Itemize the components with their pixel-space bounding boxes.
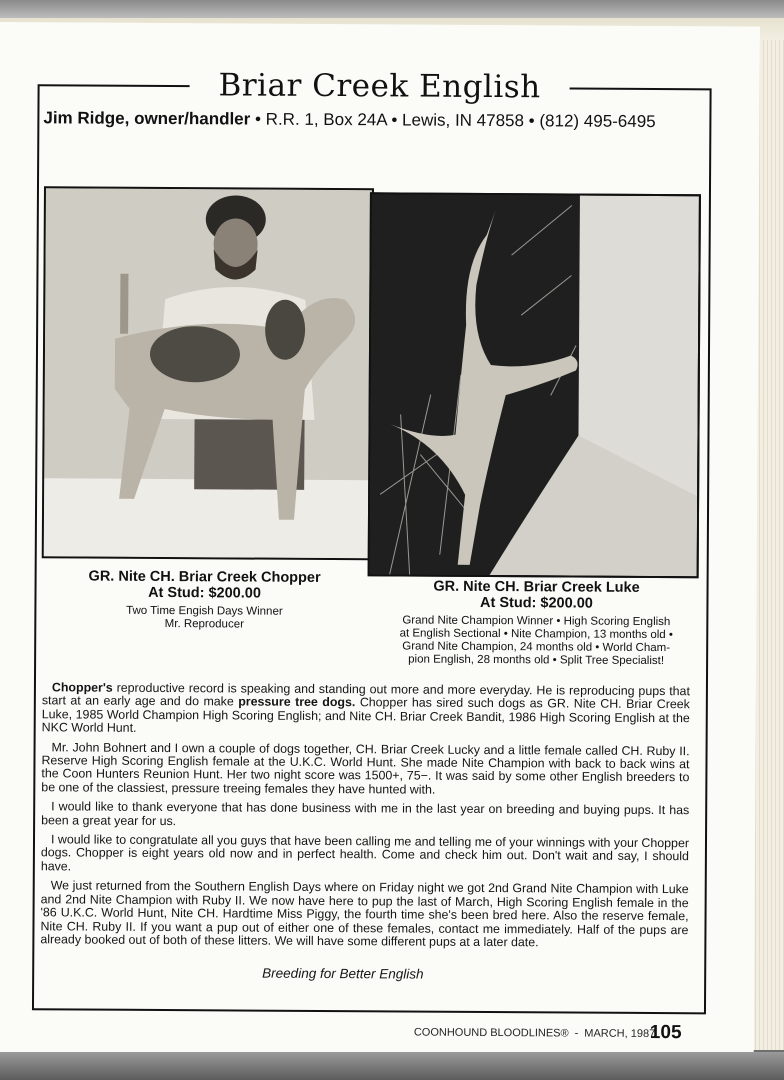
magazine-page <box>0 22 760 1057</box>
emphasis: pressure tree dogs. <box>238 694 356 710</box>
paragraph: We just returned from the Southern English Days where on Friday night we got 2nd Grand Nite Champion with Luke and 2nd Nite Champion with Ruby II. We now have here to pup the last of March, High Scoring English female in the '86 U.K.C. World Hunt, Nite CH. Hardtime Miss Piggy, the fourth time she's been bred here. Also the reserve female, Nite CH. Ruby II. If you want a pup out of either one of these females, contact me immediately. Half of the pups are already booked out of both of these litters. We will have some different pups at a later date. <box>40 878 689 950</box>
issue-date: MARCH, 1987 <box>584 1027 656 1041</box>
dog-name: GR. Nite CH. Briar Creek Luke <box>433 578 640 596</box>
dog-note: at English Sectional • Nite Champion, 13 months old • <box>399 627 673 642</box>
dog-name: GR. Nite CH. Briar Creek Chopper <box>88 568 321 586</box>
advertisement-box <box>32 67 712 1014</box>
dog-note: Grand Nite Champion, 24 months old • World Cham- <box>402 640 671 655</box>
paragraph: Mr. John Bohnert and I own a couple of dogs together, CH. Briar Creek Lucky and a little female called CH. Ruby II. Reserve High Scoring English female at the U.K.C. World Hunt. She made Nite Champion with back to back wins at the Coon Hunters Reunion Hunt. Her two night score was 1500+, 75−. It was said by some other English breeders to be one of the classiest, pressure treeing females they have hunted with. <box>41 739 690 797</box>
kennel-title: Briar Creek English <box>189 65 569 107</box>
caption-luke <box>372 578 701 668</box>
tagline: Breeding for Better English <box>262 965 424 982</box>
separator: - <box>574 1027 579 1040</box>
luke-photo-illustration <box>370 194 699 576</box>
lead-word: Chopper's <box>51 680 113 695</box>
bullet: • <box>254 109 262 129</box>
paragraph <box>42 681 690 739</box>
photo-chopper <box>42 186 374 560</box>
paragraph-text: Chopper has sired such dogs as GR. Nite CH. Briar Creek Luke, 1985 World Champion High Scoring English; and Nite CH. Briar Creek Bandit, 1986 High Scoring English at the NKC World Hunt. <box>41 695 690 736</box>
dog-note: Mr. Reproducer <box>164 618 244 631</box>
bullet: • <box>391 110 398 130</box>
publication-name: COONHOUND BLOODLINES® <box>413 1026 569 1040</box>
chopper-photo-illustration <box>44 188 372 558</box>
caption-chopper <box>36 568 372 632</box>
article-body <box>40 681 690 956</box>
paragraph-text: reproductive record is speaking and standing out more and more everyday. He is reproducing pups that start at an early age and do make <box>41 680 690 709</box>
dog-note: Grand Nite Champion Winner • High Scoring English <box>402 614 671 629</box>
city: Lewis, IN 47858 <box>402 110 525 131</box>
dog-note: Two Time Engish Days Winner <box>126 604 283 618</box>
page-footer <box>414 1027 655 1040</box>
stud-fee: At Stud: $200.00 <box>148 584 261 602</box>
scan-background-bottom <box>0 1052 784 1080</box>
page-number: 105 <box>649 1021 682 1044</box>
address: R.R. 1, Box 24A <box>265 109 387 130</box>
stud-fee: At Stud: $200.00 <box>479 594 593 612</box>
owner-name: Jim Ridge, owner/handler <box>43 108 251 129</box>
paragraph: I would like to congratulate all you guys that have been calling me and telling me of your winnings with your Chopper dogs. Chopper is eight years old now and in perfect health. Come and check him out. Don't wait and say, I should have. <box>40 832 690 874</box>
contact-line <box>43 108 713 132</box>
dog-note: pion English, 28 months old • Split Tree Specialist! <box>408 653 665 668</box>
bullet: • <box>528 111 535 131</box>
photo-luke <box>368 192 701 578</box>
paragraph: I would like to thank everyone that has done business with me in the last year on breeding and buying pups. It has been a great year for us. <box>41 799 690 828</box>
phone: (812) 495-6495 <box>539 111 656 132</box>
